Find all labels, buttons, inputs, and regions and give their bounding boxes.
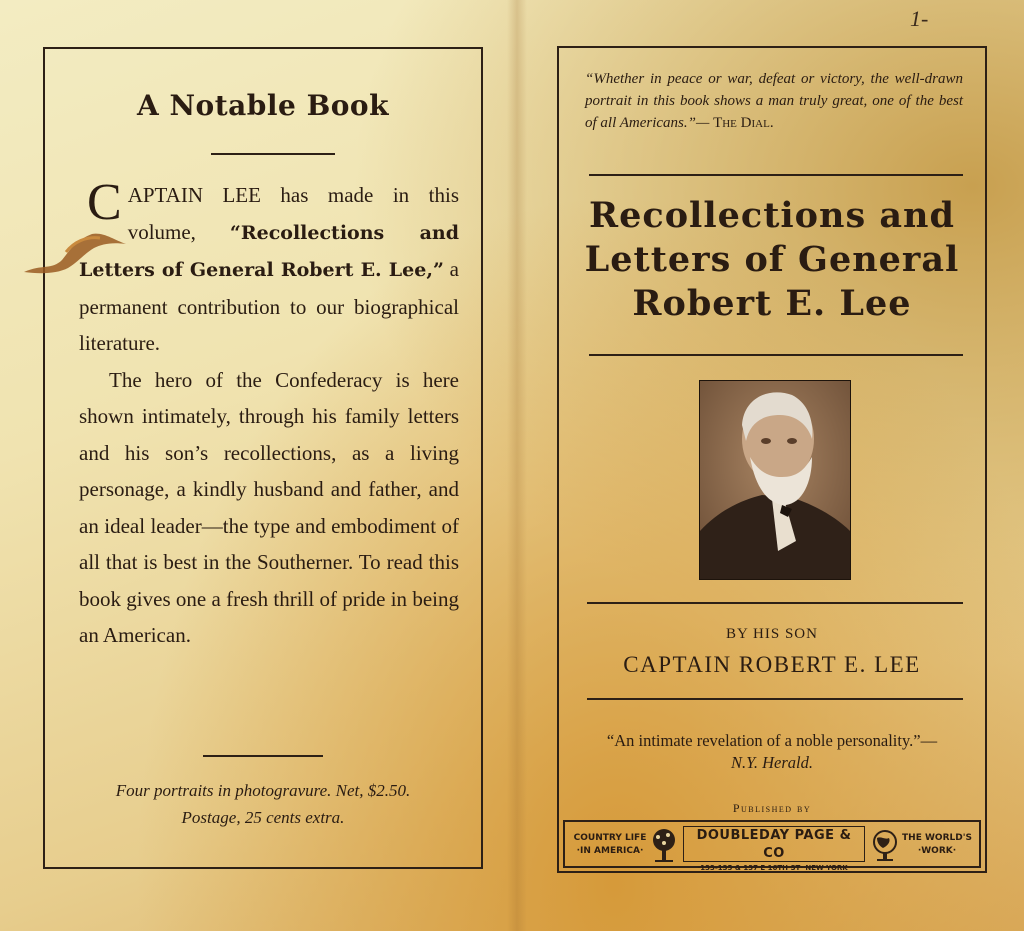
quote-bottom-source: N.Y. Herald. [731, 753, 813, 772]
page-fold [507, 0, 527, 931]
imprint-right-line2: ·WORK· [917, 846, 957, 856]
book-title-inline: “Recollections and Letters of General Robert E. Lee,” [79, 221, 459, 281]
postage-line: Postage, 25 cents extra. [181, 808, 345, 827]
footer-divider [203, 755, 323, 757]
imprint-left-line2: ·IN AMERICA· [576, 846, 644, 856]
para1-start: APTAIN LEE has made in this volume, [127, 183, 459, 244]
publisher-address: ·133-135 & 137 E 16TH ST· NEW YORK· [697, 864, 851, 872]
portrait-image [699, 380, 851, 580]
imprint-worlds-work [899, 832, 975, 858]
imprint-right-line1: THE WORLD'S [902, 833, 972, 843]
quote-top-source: The Dial. [713, 115, 774, 131]
title-line-2: Letters of General [584, 239, 960, 280]
para1-end: a permanent contribution to our biographical literature. [79, 257, 459, 355]
page-mark: 1- [910, 6, 929, 31]
portrait-icon [700, 381, 850, 579]
review-quote-herald [599, 730, 945, 774]
left-heading: A Notable Book [136, 89, 389, 122]
title-line-1: Recollections and [589, 195, 955, 236]
price-line: Four portraits in photogravure. Net, $2.50. [115, 781, 411, 800]
globe-icon [871, 828, 899, 864]
book-title [579, 194, 965, 326]
quote-top-text: “Whether in peace or war, defeat or victory, the well-drawn portrait in this book shows a man truly great, one of the best of all Americans.”— [585, 71, 963, 131]
tree-icon [649, 828, 679, 864]
left-body-text [79, 174, 459, 654]
by-line: BY HIS SON [726, 626, 818, 642]
publisher-imprint [563, 820, 981, 872]
title-line-3: Robert E. Lee [632, 283, 912, 324]
author-name: CAPTAIN ROBERT E. LEE [623, 652, 921, 677]
heading-divider [211, 153, 335, 155]
portrait-divider [587, 602, 963, 604]
imprint-publisher [683, 826, 865, 872]
publisher-name: DOUBLEDAY PAGE & CO [696, 828, 852, 861]
top-divider [589, 174, 963, 176]
imprint-country-life [571, 832, 649, 858]
price-note [45, 777, 481, 831]
para2: The hero of the Confederacy is here shown intimately, through his family letters and his son’s recollections, as a living personage, a kindly husband and father, and an ideal leader—the type and embodiment of all that is best in the Southerner. To read this book gives one a fresh thrill of pride in being an American. [79, 367, 459, 647]
published-by-label: Published by [732, 801, 812, 815]
left-panel [43, 47, 483, 869]
review-quote-dial [585, 68, 963, 134]
drop-cap: C [87, 174, 122, 231]
author-divider [587, 698, 963, 700]
right-panel [557, 46, 987, 873]
paper-tear-icon [22, 222, 132, 282]
imprint-left-line1: COUNTRY LIFE [573, 833, 647, 843]
title-divider [589, 354, 963, 356]
quote-bottom-text: “An intimate revelation of a noble personality.”— [606, 731, 938, 750]
